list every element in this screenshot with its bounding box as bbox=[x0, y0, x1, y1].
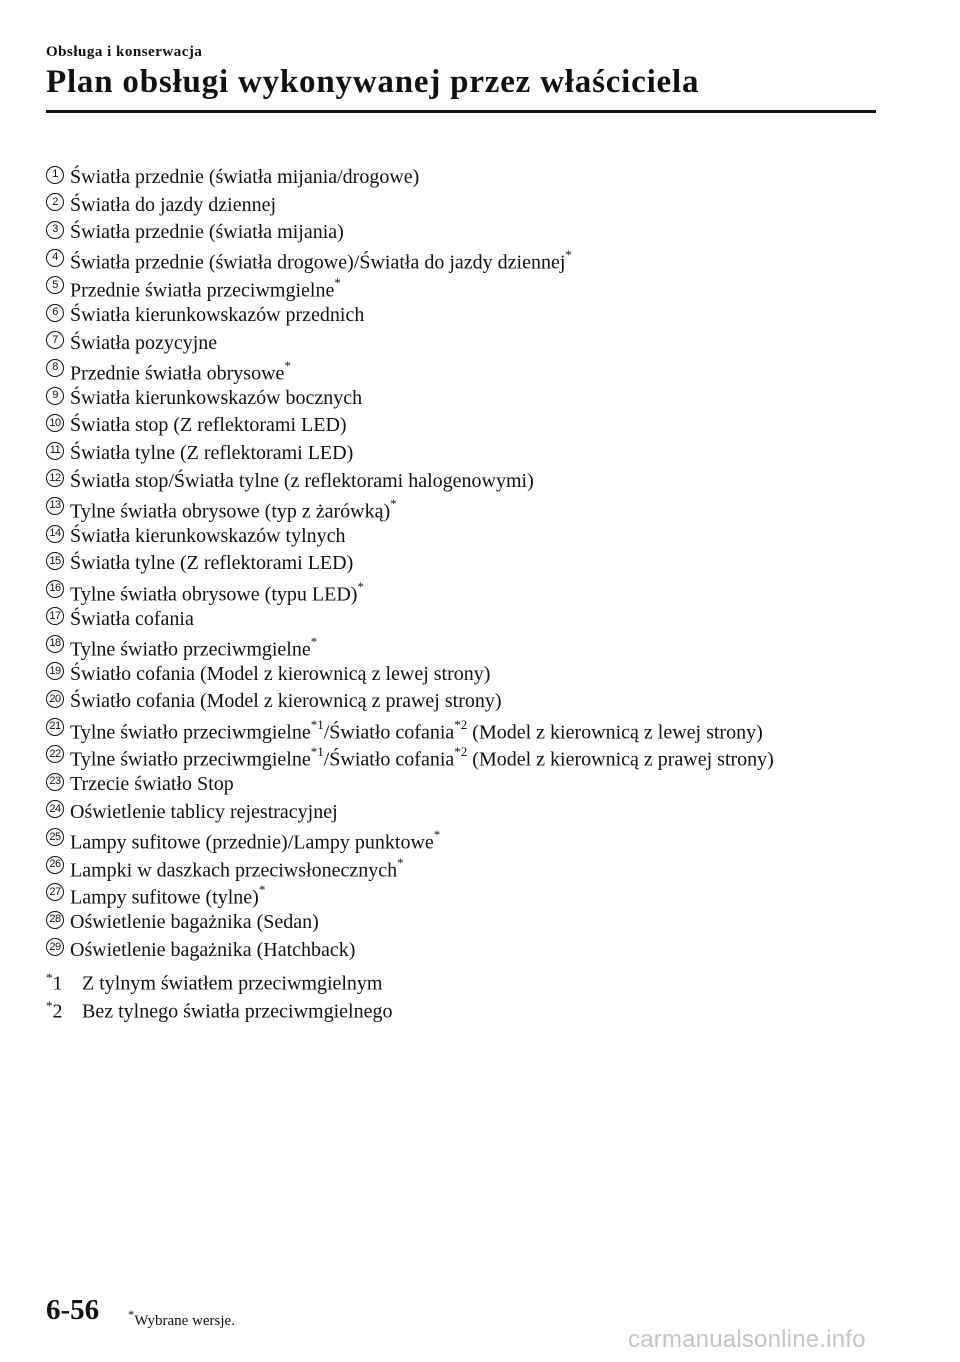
item-label: Światła stop/Światła tylne (z reflektorami halogenowymi) bbox=[70, 469, 534, 492]
item-number-badge: 15 bbox=[46, 552, 64, 570]
item-label: Światła tylne (Z reflektorami LED) bbox=[70, 552, 354, 575]
item-text bbox=[70, 302, 364, 330]
list-item bbox=[46, 578, 926, 606]
item-label-part3: (Model z kierownicą z prawej strony) bbox=[467, 748, 774, 771]
item-label: Światła kierunkowskazów bocznych bbox=[70, 386, 363, 409]
item-number-badge: 18 bbox=[46, 635, 64, 653]
item-number-badge: 1 bbox=[46, 166, 64, 184]
legend-items bbox=[46, 164, 926, 964]
item-number-badge: 13 bbox=[46, 497, 64, 515]
list-item bbox=[46, 937, 926, 965]
item-label: Oświetlenie bagażnika (Sedan) bbox=[70, 911, 319, 934]
item-label: Trzecie światło Stop bbox=[70, 773, 234, 796]
item-label: Przednie światła obrysowe bbox=[70, 362, 285, 385]
list-item bbox=[46, 440, 926, 468]
item-text bbox=[70, 909, 319, 937]
item-label: Światła stop (Z reflektorami LED) bbox=[70, 414, 347, 437]
item-text bbox=[70, 523, 346, 551]
list-item bbox=[46, 495, 926, 523]
list-item bbox=[46, 302, 926, 330]
footnote-mark-2: *2 bbox=[454, 744, 468, 760]
item-label: Światła tylne (Z reflektorami LED) bbox=[70, 441, 354, 464]
item-label-part2: /Światło cofania bbox=[323, 721, 455, 744]
footnote-text: Z tylnym światłem przeciwmgielnym bbox=[82, 972, 383, 995]
item-number-badge: 3 bbox=[46, 221, 64, 239]
item-number-badge: 2 bbox=[46, 193, 64, 211]
list-item bbox=[46, 385, 926, 413]
footnote-number: 2 bbox=[52, 1000, 63, 1023]
list-item bbox=[46, 192, 926, 220]
footnote-star: * bbox=[46, 997, 53, 1013]
item-text bbox=[70, 740, 774, 774]
item-label: Światła cofania bbox=[70, 607, 194, 630]
item-number-badge: 11 bbox=[46, 442, 64, 460]
item-label: Światła kierunkowskazów przednich bbox=[70, 303, 365, 326]
footnote-text: Bez tylnego światła przeciwmgielnego bbox=[82, 1000, 393, 1023]
footnote-mark: * bbox=[284, 357, 291, 373]
footnote-marker bbox=[46, 992, 82, 1026]
footnote-row bbox=[46, 964, 926, 995]
versions-note-text: Wybrane wersje. bbox=[134, 1313, 235, 1329]
item-label: Światła przednie (światła mijania/drogowe) bbox=[70, 166, 420, 188]
item-text bbox=[70, 630, 317, 664]
footnote-mark: *1 bbox=[310, 744, 324, 760]
item-text bbox=[70, 271, 341, 305]
item-number-badge: 23 bbox=[46, 773, 64, 791]
item-label-part2: /Światło cofania bbox=[323, 748, 455, 771]
page-number: 6-56 bbox=[46, 1294, 100, 1326]
footnote-row bbox=[46, 992, 926, 1023]
item-number-badge: 28 bbox=[46, 911, 64, 929]
item-text bbox=[70, 164, 419, 192]
item-number-badge: 5 bbox=[46, 276, 64, 294]
section-label: Obsługa i konserwacja bbox=[46, 44, 203, 60]
footnote-mark: * bbox=[397, 854, 404, 870]
item-label: Tylne światło przeciwmgielne bbox=[70, 638, 311, 661]
item-text bbox=[70, 878, 265, 912]
footnote-mark: * bbox=[433, 826, 441, 842]
footnote-mark: * bbox=[334, 275, 341, 291]
item-number-badge: 4 bbox=[46, 249, 64, 267]
footnote-star: * bbox=[46, 970, 53, 986]
list-item bbox=[46, 881, 926, 909]
item-label: Lampki w daszkach przeciwsłonecznych bbox=[70, 859, 398, 882]
footnote-mark: * bbox=[310, 633, 318, 649]
item-text bbox=[70, 440, 353, 468]
item-number-badge: 14 bbox=[46, 525, 64, 543]
item-text bbox=[70, 385, 362, 413]
item-number-badge: 9 bbox=[46, 387, 64, 405]
page-title: Plan obsługi wykonywanej przez właściciela bbox=[46, 64, 700, 100]
footnote-number: 1 bbox=[52, 972, 63, 995]
footnote-mark: * bbox=[258, 882, 266, 898]
item-number-badge: 6 bbox=[46, 304, 64, 322]
footnote-mark: * bbox=[357, 578, 364, 594]
item-label: Światła pozycyjne bbox=[70, 331, 218, 354]
item-number-badge: 26 bbox=[46, 856, 64, 874]
list-item bbox=[46, 661, 926, 689]
item-label: Tylne światło przeciwmgielne bbox=[70, 748, 311, 771]
item-text bbox=[70, 412, 347, 440]
item-number-badge: 19 bbox=[46, 662, 64, 680]
footnote-mark-2: *2 bbox=[454, 716, 468, 732]
footnote-mark: * bbox=[390, 495, 397, 511]
footnote-mark: *1 bbox=[310, 716, 324, 732]
item-label: Światła do jazdy dziennej bbox=[70, 193, 277, 216]
item-number-badge: 27 bbox=[46, 883, 64, 901]
item-text bbox=[70, 492, 397, 526]
item-number-badge: 24 bbox=[46, 800, 64, 818]
item-text bbox=[70, 192, 276, 220]
footnote-list bbox=[46, 964, 926, 1023]
item-text bbox=[70, 771, 234, 799]
list-item bbox=[46, 743, 926, 771]
list-item bbox=[46, 523, 926, 551]
legend-list bbox=[46, 164, 926, 1023]
item-text bbox=[70, 354, 291, 388]
item-text bbox=[70, 575, 364, 609]
item-number-badge: 21 bbox=[46, 718, 64, 736]
item-number-badge: 12 bbox=[46, 469, 64, 487]
item-number-badge: 16 bbox=[46, 580, 64, 598]
versions-note bbox=[128, 1308, 235, 1330]
item-text bbox=[70, 937, 355, 965]
item-label-part3: (Model z kierownicą z lewej strony) bbox=[467, 721, 763, 744]
item-label: Światło cofania (Model z kierownicą z prawej strony) bbox=[70, 690, 502, 713]
item-number-badge: 29 bbox=[46, 938, 64, 956]
item-text bbox=[70, 661, 490, 689]
footnote-mark: * bbox=[565, 247, 572, 263]
item-label: Tylne światło przeciwmgielne bbox=[70, 721, 311, 744]
item-label: Światła przednie (światła mijania) bbox=[70, 221, 344, 244]
list-item bbox=[46, 909, 926, 937]
watermark: carmanualsonline.info bbox=[628, 1326, 866, 1353]
list-item bbox=[46, 357, 926, 385]
item-label: Oświetlenie tablicy rejestracyjnej bbox=[70, 800, 338, 823]
item-number-badge: 22 bbox=[46, 745, 64, 763]
item-label: Światła przednie (światła drogowe)/Światła do jazdy dziennej bbox=[70, 252, 566, 275]
item-label: Oświetlenie bagażnika (Hatchback) bbox=[70, 938, 356, 961]
item-label: Tylne światła obrysowe (typ z żarówką) bbox=[70, 500, 391, 523]
list-item bbox=[46, 274, 926, 302]
list-item bbox=[46, 164, 926, 192]
item-number-badge: 25 bbox=[46, 828, 64, 846]
item-label: Tylne światła obrysowe (typu LED) bbox=[70, 583, 358, 606]
item-label: Światło cofania (Model z kierownicą z lewej strony) bbox=[70, 662, 491, 685]
title-divider bbox=[46, 110, 876, 113]
list-item bbox=[46, 633, 926, 661]
item-number-badge: 20 bbox=[46, 690, 64, 708]
item-number-badge: 8 bbox=[46, 359, 64, 377]
list-item bbox=[46, 412, 926, 440]
item-label: Światła kierunkowskazów tylnych bbox=[70, 524, 346, 547]
item-label: Przednie światła przeciwmgielne bbox=[70, 279, 335, 302]
item-label: Lampy sufitowe (przednie)/Lampy punktowe bbox=[70, 831, 434, 854]
item-number-badge: 7 bbox=[46, 331, 64, 349]
item-number-badge: 10 bbox=[46, 414, 64, 432]
asterisk-mark: * bbox=[128, 1308, 135, 1322]
item-label: Lampy sufitowe (tylne) bbox=[70, 886, 259, 909]
item-number-badge: 17 bbox=[46, 607, 64, 625]
list-item bbox=[46, 771, 926, 799]
